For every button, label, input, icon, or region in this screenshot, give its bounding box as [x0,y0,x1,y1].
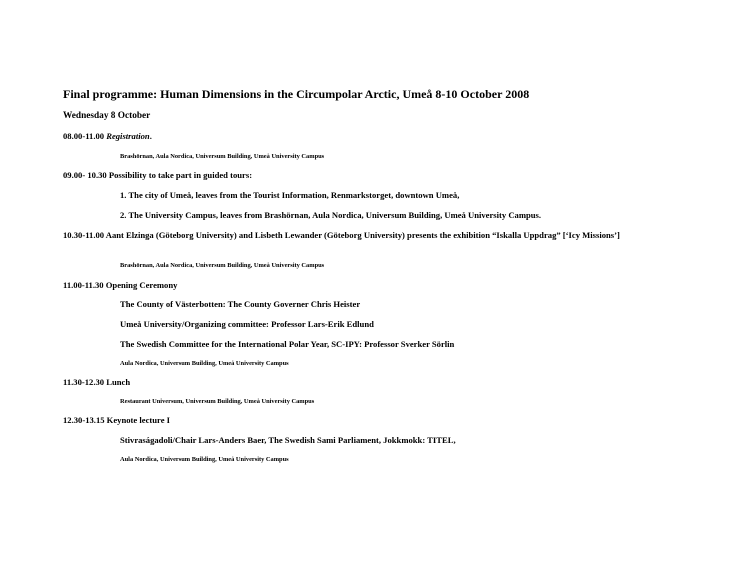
registration-label: Registration [106,131,150,141]
tours-heading: 09.00- 10.30 Possibility to take part in guided tours: [63,170,253,180]
registration-entry [63,132,152,142]
document-title: Final programme: Human Dimensions in the Circumpolar Arctic, Umeå 8-10 October 2008 [63,87,530,101]
registration-venue: Brashörnan, Aula Nordica, Universum Building, Umeå University Campus [120,153,325,160]
opening-speaker-1: The County of Västerbotten: The County Governer Chris Heister [120,299,361,309]
opening-heading: 11.00-11.30 Opening Ceremony [63,280,178,290]
keynote-venue: Aula Nordica, Universum Building, Umeå University Campus [120,456,289,463]
opening-speaker-3: The Swedish Committee for the International Polar Year, SC-IPY: Professor Sverker Sörlin [120,339,455,349]
lunch-venue: Restaurant Universum, Universum Building, Umeå University Campus [120,398,315,405]
opening-speaker-2: Umeå University/Organizing committee: Professor Lars-Erik Edlund [120,319,374,329]
tour-item-1: 1. The city of Umeå, leaves from the Tourist Information, Renmarkstorget, downtown Umeå, [120,190,460,200]
tour-item-2: 2. The University Campus, leaves from Brashörnan, Aula Nordica, Universum Building, Umeå University Campus. [120,210,542,220]
lunch-heading: 11.30-12.30 Lunch [63,377,131,387]
keynote-speaker: Stivraságadoli/Chair Lars-Anders Baer, The Swedish Sami Parliament, Jokkmokk: TITEL, [120,435,456,445]
exhibition-entry: 10.30-11.00 Aant Elzinga (Göteborg University) and Lisbeth Lewander (Göteborg University) presents the exhibition “Iskalla Uppdrag” [‘Icy Missions’] [63,230,620,240]
opening-venue: Aula Nordica, Universum Building, Umeå University Campus [120,360,289,367]
exhibition-venue: Brashörnan, Aula Nordica, Universum Building, Umeå University Campus [120,262,325,269]
registration-time: 08.00-11.00 [63,131,105,141]
day-heading: Wednesday 8 October [63,111,151,121]
registration-dot: . [149,131,152,141]
keynote-heading: 12.30-13.15 Keynote lecture I [63,415,171,425]
